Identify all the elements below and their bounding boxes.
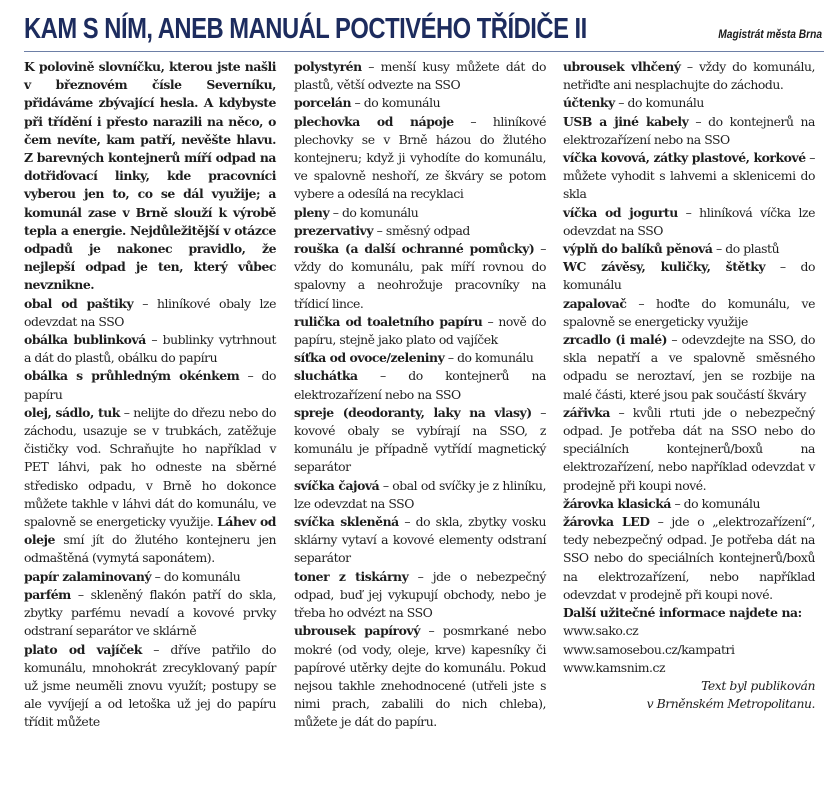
glossary-term: obálka s průhledným okénkem bbox=[24, 368, 240, 384]
glossary-entry bbox=[294, 477, 546, 513]
glossary-entry bbox=[563, 113, 815, 149]
glossary-entry bbox=[563, 204, 815, 240]
glossary-entry bbox=[294, 622, 546, 731]
glossary-definition: – vždy do komunálu, netřiďte ani nesplachujte do záchodu. bbox=[563, 59, 815, 93]
glossary-definition: – odevzdejte na SSO, do skla nepatří a ve spalovně směsného odpadu se neroztaví, jen se rozbije na malé části, které jsou pak součástí škváry bbox=[563, 332, 815, 402]
glossary-term: Láhev od oleje bbox=[24, 514, 276, 548]
glossary-term: WC závěsy, kuličky, štětky bbox=[563, 259, 766, 275]
glossary-definition: – směsný odpad bbox=[373, 222, 470, 238]
link-sako[interactable]: www.sako.cz bbox=[563, 623, 639, 639]
glossary-definition: smí jít do žlutého kontejneru jen odmaštěná (vymytá saponátem). bbox=[24, 532, 276, 566]
glossary-definition: – posmrkané nebo mokré (od vody, oleje, krve) kapesníky či papírové utěrky dejte do komunálu. Pokud nejsou takhle znehodnocené (utřeli jste s nimi prach, zabalili do nich chleba), můžete je dát do papíru. bbox=[294, 623, 546, 730]
glossary-entry bbox=[563, 240, 815, 258]
glossary-definition: – kovové obaly se vybírají na SSO, z komunálu je případně vytřídí magnetický separátor bbox=[294, 404, 547, 475]
glossary-term: žárovka klasická bbox=[563, 495, 671, 511]
glossary-entry bbox=[294, 513, 546, 568]
column-2-entries bbox=[294, 58, 546, 732]
glossary-term: porcelán bbox=[294, 95, 352, 111]
glossary-definition: – skleněný flakón patří do skla, zbytky parfému nevadí a kovové prvky odstraní separátor ve sklárně bbox=[24, 586, 276, 639]
glossary-entry bbox=[24, 295, 276, 331]
glossary-term: žárovka LED bbox=[563, 514, 650, 530]
glossary-entry bbox=[563, 495, 815, 513]
glossary-term: plato od vajíček bbox=[24, 641, 142, 657]
column-3 bbox=[563, 58, 815, 713]
glossary-entry bbox=[294, 568, 546, 623]
link-samosebou[interactable]: www.samosebou.cz/kampatri bbox=[563, 641, 735, 657]
glossary-entry bbox=[563, 513, 815, 604]
glossary-term: víčka od jogurtu bbox=[563, 204, 678, 220]
glossary-entry bbox=[563, 258, 815, 294]
glossary-entry bbox=[24, 641, 276, 732]
glossary-definition: – vždy do komunálu, pak míří rovnou do spalovny a neohrožuje pracovníky na třídicí lince. bbox=[294, 241, 546, 311]
glossary-term: obal od paštiky bbox=[24, 295, 134, 311]
glossary-term: pleny bbox=[294, 204, 330, 220]
glossary-entry bbox=[24, 586, 276, 641]
glossary-entry bbox=[24, 331, 276, 367]
glossary-term: rouška (a další ochranné pomůcky) bbox=[294, 241, 535, 257]
article-header bbox=[24, 6, 824, 46]
glossary-definition: – hliníkové obaly lze odevzdat na SSO bbox=[24, 295, 276, 329]
glossary-entry bbox=[563, 94, 815, 112]
glossary-term: svíčka skleněná bbox=[294, 514, 399, 530]
glossary-definition: – do kontejnerů na elektrozařízení nebo na SSO bbox=[563, 113, 815, 147]
glossary-term: svíčka čajová bbox=[294, 477, 380, 493]
glossary-entry bbox=[24, 404, 276, 568]
glossary-definition: – hoďte do komunálu, ve spalovně se energeticky využije bbox=[563, 295, 815, 329]
glossary-entry bbox=[294, 313, 546, 349]
glossary-definition: – do komunálu bbox=[670, 495, 761, 511]
glossary-definition: – do komunálu bbox=[444, 350, 534, 366]
glossary-term: USB a jiné kabely bbox=[563, 113, 689, 129]
glossary-entry bbox=[24, 367, 276, 403]
glossary-definition: – obal od svíčky je z hliníku, lze odevzdat na SSO bbox=[294, 477, 546, 511]
glossary-term: výplň do balíků pěnová bbox=[563, 241, 713, 257]
glossary-entry bbox=[563, 58, 815, 94]
glossary-entry bbox=[294, 404, 546, 477]
glossary-entry bbox=[294, 349, 546, 367]
glossary-definition: – do papíru bbox=[24, 368, 276, 402]
article-source: Magistrát města Brna bbox=[718, 27, 822, 41]
glossary-entry bbox=[563, 331, 815, 404]
more-info-heading: Další užitečné informace najdete na: bbox=[563, 605, 802, 621]
publication-credit-line-1: Text byl publikován bbox=[701, 677, 815, 693]
glossary-definition: – bublinky vytrhnout a dát do plastů, obálku do papíru bbox=[24, 332, 276, 366]
glossary-entry bbox=[294, 222, 546, 240]
glossary-definition: – jde o „elektrozařízení“, tedy nebezpečný odpad. Je potřeba dát na SSO nebo do speciálních kontejnerů/boxů na elektrozařízení, nebo například odevzdat v prodejně při koupi nové. bbox=[563, 514, 815, 602]
glossary-term: parfém bbox=[24, 586, 71, 602]
glossary-definition: – nově do papíru, stejně jako plato od vajíček bbox=[294, 313, 546, 348]
glossary-definition: – kvůli rtuti jde o nebezpečný odpad. Je potřeba dát na SSO nebo do speciálních kontejnerů/boxů na elektrozařízení, nebo například odevzdat v prodejně při koupi nové. bbox=[563, 404, 815, 493]
glossary-definition: – do komunálu bbox=[151, 568, 241, 584]
glossary-entry bbox=[294, 240, 546, 313]
glossary-entry bbox=[563, 149, 815, 204]
glossary-term: ubrousek vlhčený bbox=[563, 59, 681, 74]
glossary-entry bbox=[294, 94, 546, 112]
header-divider bbox=[24, 51, 824, 52]
glossary-entry bbox=[563, 404, 815, 495]
glossary-entry bbox=[563, 295, 815, 331]
glossary-definition: – do komunálu bbox=[614, 95, 704, 111]
glossary-term: sluchátka bbox=[294, 368, 358, 384]
glossary-term: víčka kovová, zátky plastové, korkové bbox=[563, 150, 806, 166]
glossary-term: spreje (deodoranty, laky na vlasy) bbox=[294, 404, 532, 420]
glossary-term: ubrousek papírový bbox=[294, 623, 420, 639]
glossary-definition: – hliníkové plechovky se v Brně házou do žlutého kontejneru; když ji vyhodíte do komunálu, ve spalovně neshoří, ze škváry se potom vybere a odesílá na recyklaci bbox=[294, 113, 546, 202]
glossary-definition: – do kontejnerů na elektrozařízení nebo na SSO bbox=[294, 368, 546, 402]
glossary-term: obálka bublinková bbox=[24, 332, 146, 348]
glossary-term: olej, sádlo, tuk bbox=[24, 404, 120, 420]
glossary-term: zrcadlo (i malé) bbox=[563, 332, 668, 348]
glossary-definition: – do komunálu bbox=[351, 95, 441, 111]
article-title: KAM S NÍM, ANEB MANUÁL POCTIVÉHO TŘÍDIČE II bbox=[24, 13, 587, 45]
glossary-definition: – hliníková víčka lze odevzdat na SSO bbox=[563, 204, 815, 238]
glossary-definition: – do komunálu bbox=[563, 259, 815, 293]
glossary-entry bbox=[294, 58, 546, 94]
intro-paragraph: K polovině slovníčku, kterou jste našli v březnovém čísle Severníku, přidáváme zbývající hesla. A kdybyste při třídění i přesto narazili na něco, o čem nevíte, kam patří, nevěšte hlavu. Z barevných kontejnerů míří odpad na dotřiďovací linky, kde pracovníci vyberou jen to, co se dál využije; a komunál zase v Brně slouží k výrobě tepla a energie. Nejdůležitější v otázce odpadů je nakonec pravidlo, že nejlepší odpad je ten, který vůbec nevznikne. bbox=[24, 59, 276, 293]
glossary-term: síťka od ovoce/zeleniny bbox=[294, 350, 445, 366]
glossary-term: prezervativy bbox=[294, 222, 374, 238]
glossary-term: účtenky bbox=[563, 95, 615, 111]
glossary-definition: – nelijte do dřezu nebo do záchodu, usazuje se v trubkách, zatěžuje čističky vod. Schraňujte ho například v PET láhvi, pak ho odneste na sběrné středisko odpadu, v Brně ho dokonce můžete takhle v láhvi dát do komunálu, ve spalovně se energeticky využije. bbox=[24, 404, 276, 530]
column-1-entries bbox=[24, 295, 276, 732]
glossary-definition: – dříve patřilo do komunálu, mnohokrát zrecyklovaný papír už jsme neuměli znovu využít; postupy se ale vyvíjejí a od letoška už jej do papíru třídit můžete bbox=[24, 641, 276, 730]
glossary-definition: – do skla, zbytky vosku sklárny vytaví a kovové elementy odstraní separátor bbox=[294, 514, 547, 566]
glossary-term: polystyrén bbox=[294, 59, 362, 74]
column-3-entries bbox=[563, 58, 815, 604]
glossary-term: zapalovač bbox=[563, 295, 627, 311]
glossary-entry bbox=[24, 568, 276, 586]
glossary-definition: – můžete vyhodit s lahvemi a sklenicemi do skla bbox=[563, 150, 816, 202]
glossary-term: rulička od toaletního papíru bbox=[294, 313, 483, 329]
glossary-entry bbox=[294, 204, 546, 222]
glossary-term: plechovka od nápoje bbox=[294, 113, 454, 129]
glossary-definition: – do komunálu bbox=[329, 204, 419, 220]
column-1 bbox=[24, 58, 276, 732]
glossary-definition: – jde o nebezpečný odpad, buď jej vykupují obchody, nebo je třeba ho odvézt na SSO bbox=[294, 568, 546, 621]
glossary-definition: – menší kusy můžete dát do plastů, větší odvezte na SSO bbox=[294, 59, 546, 93]
glossary-term: zářivka bbox=[563, 404, 610, 420]
glossary-term: toner z tiskárny bbox=[294, 568, 409, 584]
link-kamsnim[interactable]: www.kamsnim.cz bbox=[563, 659, 666, 675]
glossary-entry bbox=[294, 113, 546, 204]
publication-credit-line-2: v Brněnském Metropolitanu. bbox=[646, 696, 815, 712]
glossary-term: papír zalaminovaný bbox=[24, 568, 152, 584]
glossary-definition: – do plastů bbox=[712, 241, 780, 257]
glossary-entry bbox=[294, 367, 546, 403]
column-2 bbox=[294, 58, 546, 732]
